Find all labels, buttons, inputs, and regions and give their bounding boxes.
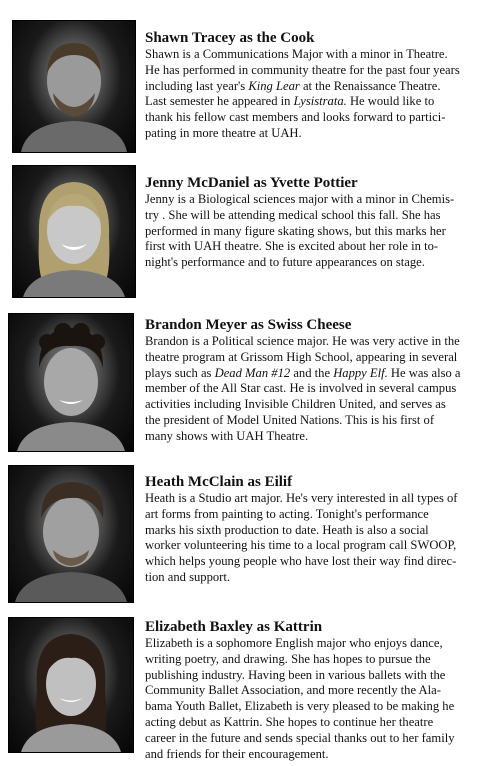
cast-name: Shawn Tracey as the Cook (145, 30, 315, 46)
work-title: Happy Elf. (333, 365, 388, 380)
bio-text: Jenny is a Biological sciences major with a minor in Chemis- try . She will be attending medical school this fall. She has performed in many figure skating shows, but this marks her first with UAH theatre. She is excited about her role in to- night's performance and to future appearances on stage. (145, 192, 455, 270)
bio-block (145, 30, 493, 142)
headshot-figure (9, 314, 133, 451)
headshot-photo (12, 165, 136, 298)
bio-text: Heath is a Studio art major. He's very interested in all types of art forms from painting to acting. Tonight's performance marks his sixth production to date. Heath is also a social worker volunteering his time to a local program call SWOOP, which helps young people who have lost their way find direc- tion and support. (145, 491, 458, 584)
headshot-figure (9, 466, 133, 602)
cast-name: Heath McClain as Eilif (145, 474, 293, 490)
bio-block (145, 317, 493, 445)
headshot-photo (8, 465, 134, 603)
headshot-photo (8, 617, 134, 753)
cast-name: Brandon Meyer as Swiss Cheese (145, 317, 352, 333)
headshot-figure (9, 618, 133, 752)
bio-block (145, 619, 493, 762)
bio-block (145, 175, 493, 271)
headshot-photo (12, 20, 136, 153)
cast-name: Jenny McDaniel as Yvette Pottier (145, 175, 358, 191)
headshot-figure (13, 21, 135, 152)
work-title: King Lear (248, 78, 300, 93)
bio-text: Elizabeth is a sophomore English major who enjoys dance, writing poetry, and drawing. She has hopes to pursue the publishing industry. Having been in various ballets with the Community Ballet Association, and more recently the Ala- bama Youth Ballet, Elizabeth is very pleased to be making he acting debut as Kattrin. She hopes to continue her theatre career in the future and sends special thanks out to her family and friends for their encouragement. (145, 636, 455, 761)
work-title: Dead Man #12 (214, 365, 291, 380)
bio-block (145, 474, 493, 586)
work-title: Lysistrata. (293, 94, 347, 109)
bio-text: Shawn is a Communications Major with a minor in Theatre. He has performed in community theatre for the past four years including last year's King Lear at the Renaissance Theatre. Last semester he appeared in Lysistrata. He would like to thank his fellow cast members and looks forward to partici- pating in more theatre at UAH. (145, 47, 460, 140)
headshot-photo (8, 313, 134, 452)
headshot-figure (13, 166, 135, 297)
cast-name: Elizabeth Baxley as Kattrin (145, 619, 323, 635)
bio-text: Brandon is a Political science major. He was very active in the theatre program at Grissom High School, appearing in several plays such as Dead Man #12 and the Happy Elf. He was also a member of the All Star cast. He is involved in several campus activities including Invisible Children United, and serves as the president of Model United Nations. This is his first of many shows with UAH Theatre. (145, 334, 461, 443)
